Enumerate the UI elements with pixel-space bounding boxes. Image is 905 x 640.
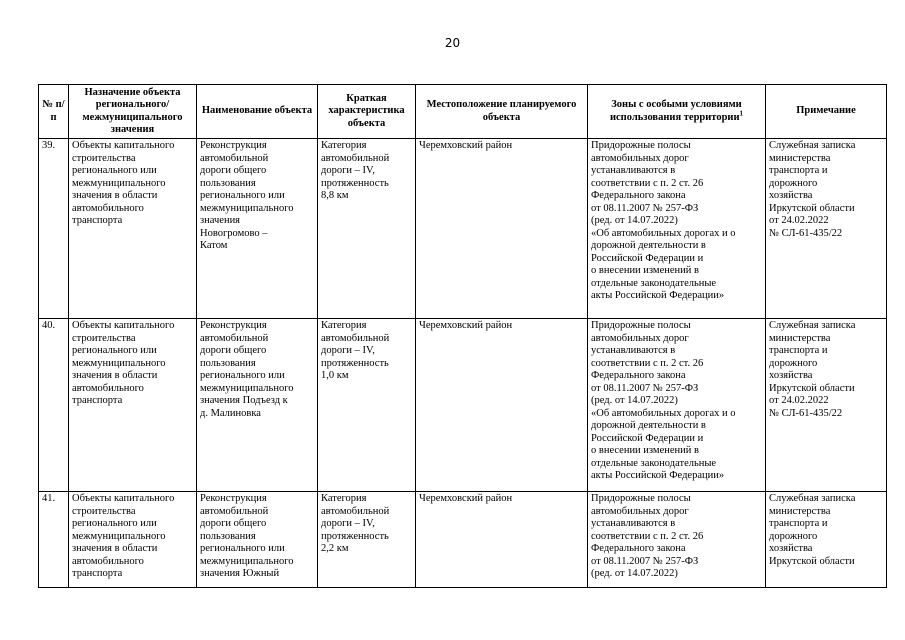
header-zones-footnote: 1 [739,109,744,117]
cell-number: 40. [39,319,69,492]
cell-note: Служебная записка министерства транспорта и дорожного хозяйства Иркутской области от 24.02.2022 № СЛ-61-435/22 [766,319,887,492]
header-purpose: Назначение объекта регионального/ межмуниципального значения [69,85,197,139]
cell-location: Черемховский район [416,319,588,492]
cell-location: Черемховский район [416,492,588,588]
cell-purpose: Объекты капитального строительства регионального или межмуниципального значения в области автомобильного транспорта [69,139,197,319]
page-number: 20 [444,36,461,50]
cell-characteristic: Категория автомобильной дороги – IV, протяженность 8,8 км [318,139,416,319]
planned-objects-table [38,84,887,588]
cell-number: 41. [39,492,69,588]
cell-zones: Придорожные полосы автомобильных дорог устанавливаются в соответствии с п. 2 ст. 26 Федерального закона от 08.11.2007 № 257-ФЗ (ред. от 14.07.2022) «Об автомобильных дорогах и о дорожной деятельности в Российской Федерации и о внесении изменений в отдельные законодательные акты Российской Федерации» [588,139,766,319]
table-header-row [39,85,887,139]
cell-characteristic: Категория автомобильной дороги – IV, протяженность 1,0 км [318,319,416,492]
header-note: Примечание [766,85,887,139]
table-row [39,139,887,319]
table-row [39,319,887,492]
header-zones-text: Зоны с особыми условиями использования территории [609,99,742,123]
cell-name: Реконструкция автомобильной дороги общего пользования регионального или межмуниципального значения Подъезд к д. Малиновка [197,319,318,492]
cell-zones: Придорожные полосы автомобильных дорог устанавливаются в соответствии с п. 2 ст. 26 Федерального закона от 08.11.2007 № 257-ФЗ (ред. от 14.07.2022) «Об автомобильных дорогах и о дорожной деятельности в Российской Федерации и о внесении изменений в отдельные законодательные акты Российской Федерации» [588,319,766,492]
cell-purpose: Объекты капитального строительства регионального или межмуниципального значения в области автомобильного транспорта [69,492,197,588]
header-number: № п/п [39,85,69,139]
header-characteristic: Краткая характеристика объекта [318,85,416,139]
header-location: Местоположение планируемого объекта [416,85,588,139]
cell-zones: Придорожные полосы автомобильных дорог устанавливаются в соответствии с п. 2 ст. 26 Федерального закона от 08.11.2007 № 257-ФЗ (ред. от 14.07.2022) [588,492,766,588]
cell-note: Служебная записка министерства транспорта и дорожного хозяйства Иркутской области [766,492,887,588]
cell-name: Реконструкция автомобильной дороги общего пользования регионального или межмуниципального значения Южный [197,492,318,588]
cell-purpose: Объекты капитального строительства регионального или межмуниципального значения в области автомобильного транспорта [69,319,197,492]
cell-location: Черемховский район [416,139,588,319]
cell-name: Реконструкция автомобильной дороги общего пользования регионального или межмуниципального значения Новогромово – Катом [197,139,318,319]
header-zones [588,85,766,139]
table-row [39,492,887,588]
cell-number: 39. [39,139,69,319]
cell-characteristic: Категория автомобильной дороги – IV, протяженность 2,2 км [318,492,416,588]
header-name: Наименование объекта [197,85,318,139]
cell-note: Служебная записка министерства транспорта и дорожного хозяйства Иркутской области от 24.02.2022 № СЛ-61-435/22 [766,139,887,319]
